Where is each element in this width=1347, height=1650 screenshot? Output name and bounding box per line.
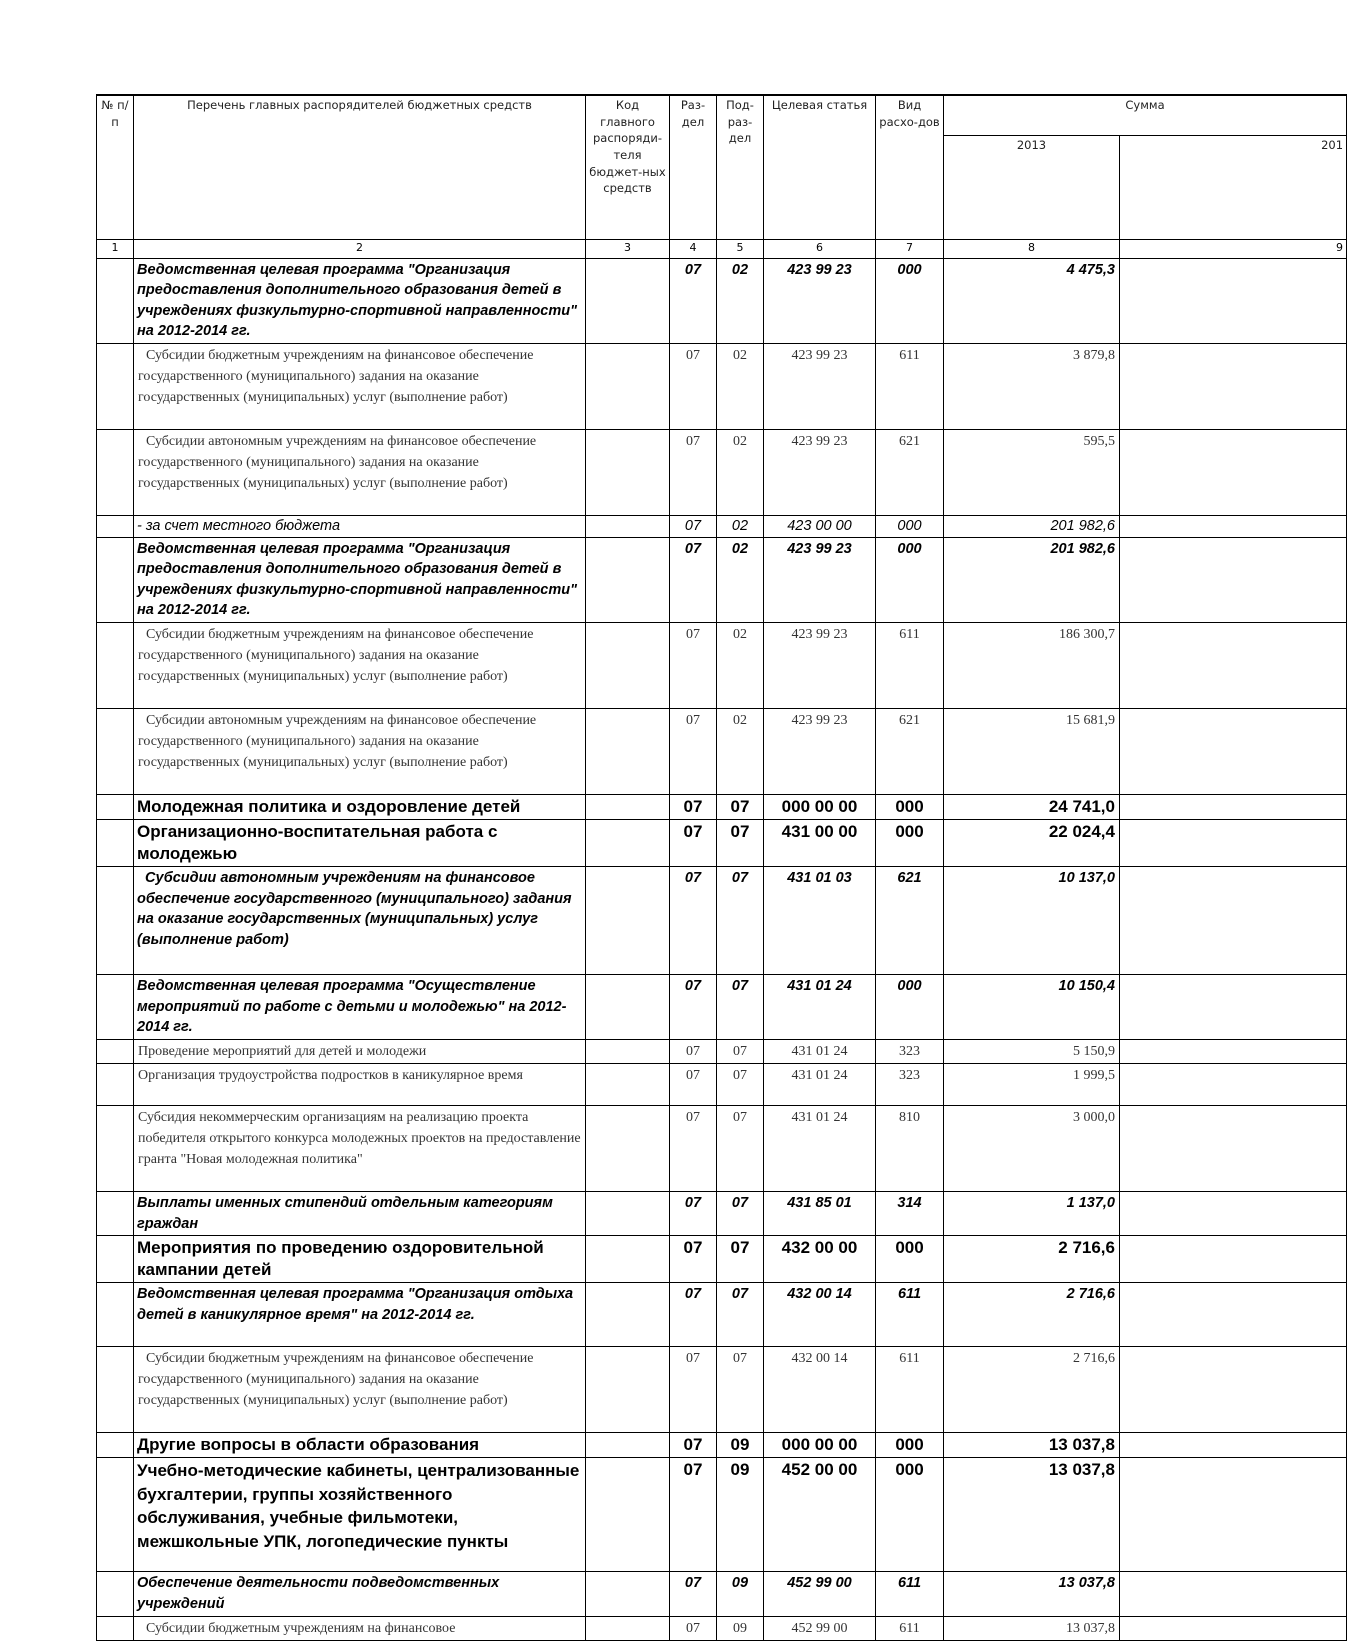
row-podrazdel: 07 xyxy=(717,1191,764,1235)
row-podrazdel: 02 xyxy=(717,622,764,708)
row-name: Учебно-методические кабинеты, централизованные бухгалтерии, группы хозяйственного обслуживания, учебные фильмотеки, межшкольные УПК, логопедические пункты xyxy=(134,1458,586,1572)
row-sum-2014 xyxy=(1120,1458,1347,1572)
col-number-4: 4 xyxy=(670,239,717,258)
row-sum-2013: 2 716,6 xyxy=(944,1236,1120,1283)
row-number-cell xyxy=(97,1616,134,1640)
row-name: Проведение мероприятий для детей и молодежи xyxy=(134,1039,586,1063)
row-razdel: 07 xyxy=(670,867,717,975)
row-number-cell xyxy=(97,1572,134,1616)
row-sum-2014 xyxy=(1120,258,1347,343)
row-podrazdel: 02 xyxy=(717,343,764,429)
row-name: Субсидии бюджетным учреждениям на финансовое обеспечение государственного (муниципального) задания на оказание государственных (муниципальных) услуг (выполнение работ) xyxy=(134,343,586,429)
row-gr-code xyxy=(586,1458,670,1572)
row-podrazdel: 02 xyxy=(717,708,764,794)
row-sum-2013: 1 999,5 xyxy=(944,1063,1120,1105)
row-number-cell xyxy=(97,515,134,537)
row-number-cell xyxy=(97,343,134,429)
row-razdel: 07 xyxy=(670,537,717,622)
row-name: Ведомственная целевая программа "Организация предоставления дополнительного образования детей в учреждениях физкультурно-спортивной направленности" на 2012-2014 гг. xyxy=(134,258,586,343)
row-target: 423 99 23 xyxy=(764,708,876,794)
row-gr-code xyxy=(586,429,670,515)
row-sum-2013: 4 475,3 xyxy=(944,258,1120,343)
row-name: Субсидии бюджетным учреждениям на финансовое xyxy=(134,1616,586,1640)
row-sum-2013: 13 037,8 xyxy=(944,1458,1120,1572)
row-gr-code xyxy=(586,975,670,1040)
row-gr-code xyxy=(586,515,670,537)
row-sum-2014 xyxy=(1120,1433,1347,1458)
row-sum-2014 xyxy=(1120,1039,1347,1063)
row-name: Выплаты именных стипендий отдельным категориям граждан xyxy=(134,1191,586,1235)
row-name: Другие вопросы в области образования xyxy=(134,1433,586,1458)
row-vid: 611 xyxy=(876,1347,944,1433)
row-target: 432 00 14 xyxy=(764,1347,876,1433)
row-gr-code xyxy=(586,343,670,429)
row-podrazdel: 07 xyxy=(717,1105,764,1191)
row-podrazdel: 09 xyxy=(717,1572,764,1616)
header-podrazdel: Под-раз-дел xyxy=(717,95,764,239)
row-razdel: 07 xyxy=(670,1105,717,1191)
header-number: № п/п xyxy=(97,95,134,239)
row-number-cell xyxy=(97,708,134,794)
row-target: 000 00 00 xyxy=(764,1433,876,1458)
row-gr-code xyxy=(586,258,670,343)
row-razdel: 07 xyxy=(670,1433,717,1458)
row-sum-2014 xyxy=(1120,1063,1347,1105)
col-number-7: 7 xyxy=(876,239,944,258)
header-vid: Вид расхо-дов xyxy=(876,95,944,239)
col-number-5: 5 xyxy=(717,239,764,258)
row-razdel: 07 xyxy=(670,820,717,867)
row-gr-code xyxy=(586,820,670,867)
row-name: Молодежная политика и оздоровление детей xyxy=(134,794,586,819)
row-razdel: 07 xyxy=(670,1236,717,1283)
row-sum-2013: 13 037,8 xyxy=(944,1616,1120,1640)
col-number-9: 9 xyxy=(1120,239,1347,258)
row-number-cell xyxy=(97,794,134,819)
col-number-6: 6 xyxy=(764,239,876,258)
row-number-cell xyxy=(97,1039,134,1063)
row-sum-2014 xyxy=(1120,343,1347,429)
row-target: 423 99 23 xyxy=(764,343,876,429)
row-sum-2013: 2 716,6 xyxy=(944,1347,1120,1433)
row-gr-code xyxy=(586,1572,670,1616)
row-name: Субсидии автономным учреждениям на финансовое обеспечение государственного (муниципального) задания на оказание государственных (муниципальных) услуг (выполнение работ) xyxy=(134,429,586,515)
row-number-cell xyxy=(97,1105,134,1191)
row-vid: 000 xyxy=(876,794,944,819)
row-razdel: 07 xyxy=(670,1039,717,1063)
row-gr-code xyxy=(586,867,670,975)
row-gr-code xyxy=(586,1347,670,1433)
row-gr-code xyxy=(586,1039,670,1063)
row-sum-2013: 24 741,0 xyxy=(944,794,1120,819)
row-razdel: 07 xyxy=(670,258,717,343)
row-number-cell xyxy=(97,1433,134,1458)
row-podrazdel: 02 xyxy=(717,258,764,343)
row-target: 431 85 01 xyxy=(764,1191,876,1235)
row-sum-2013: 10 137,0 xyxy=(944,867,1120,975)
row-target: 432 00 00 xyxy=(764,1236,876,1283)
row-razdel: 07 xyxy=(670,1572,717,1616)
row-razdel: 07 xyxy=(670,975,717,1040)
row-vid: 611 xyxy=(876,1283,944,1347)
row-razdel: 07 xyxy=(670,1347,717,1433)
row-number-cell xyxy=(97,1063,134,1105)
header-target: Целевая статья xyxy=(764,95,876,239)
row-podrazdel: 07 xyxy=(717,820,764,867)
row-target: 431 01 24 xyxy=(764,1105,876,1191)
row-sum-2014 xyxy=(1120,537,1347,622)
row-target: 423 00 00 xyxy=(764,515,876,537)
row-sum-2013: 2 716,6 xyxy=(944,1283,1120,1347)
row-target: 452 99 00 xyxy=(764,1616,876,1640)
row-razdel: 07 xyxy=(670,622,717,708)
row-podrazdel: 07 xyxy=(717,867,764,975)
row-gr-code xyxy=(586,1616,670,1640)
row-vid: 000 xyxy=(876,1458,944,1572)
row-name: Ведомственная целевая программа "Организация предоставления дополнительного образования детей в учреждениях физкультурно-спортивной направленности" на 2012-2014 гг. xyxy=(134,537,586,622)
row-sum-2013: 201 982,6 xyxy=(944,515,1120,537)
row-gr-code xyxy=(586,1236,670,1283)
col-number-8: 8 xyxy=(944,239,1120,258)
row-podrazdel: 07 xyxy=(717,975,764,1040)
row-vid: 314 xyxy=(876,1191,944,1235)
row-sum-2014 xyxy=(1120,1347,1347,1433)
row-sum-2013: 3 000,0 xyxy=(944,1105,1120,1191)
col-number-3: 3 xyxy=(586,239,670,258)
row-name: Субсидии бюджетным учреждениям на финансовое обеспечение государственного (муниципального) задания на оказание государственных (муниципальных) услуг (выполнение работ) xyxy=(134,1347,586,1433)
row-sum-2014 xyxy=(1120,820,1347,867)
row-target: 432 00 14 xyxy=(764,1283,876,1347)
row-sum-2013: 1 137,0 xyxy=(944,1191,1120,1235)
row-number-cell xyxy=(97,867,134,975)
row-name: Субсидии автономным учреждениям на финансовое обеспечение государственного (муниципального) задания на оказание государственных (муниципальных) услуг (выполнение работ) xyxy=(134,708,586,794)
row-sum-2014 xyxy=(1120,1236,1347,1283)
row-podrazdel: 07 xyxy=(717,1063,764,1105)
row-vid: 000 xyxy=(876,820,944,867)
row-sum-2013: 13 037,8 xyxy=(944,1572,1120,1616)
row-vid: 000 xyxy=(876,258,944,343)
row-vid: 323 xyxy=(876,1063,944,1105)
row-number-cell xyxy=(97,622,134,708)
row-sum-2014 xyxy=(1120,622,1347,708)
header-name: Перечень главных распорядителей бюджетных средств xyxy=(134,95,586,239)
row-number-cell xyxy=(97,429,134,515)
row-vid: 621 xyxy=(876,708,944,794)
row-podrazdel: 07 xyxy=(717,794,764,819)
row-name: Мероприятия по проведению оздоровительной кампании детей xyxy=(134,1236,586,1283)
row-number-cell xyxy=(97,975,134,1040)
row-number-cell xyxy=(97,1191,134,1235)
row-podrazdel: 09 xyxy=(717,1433,764,1458)
row-gr-code xyxy=(586,1283,670,1347)
row-target: 423 99 23 xyxy=(764,537,876,622)
row-vid: 611 xyxy=(876,1572,944,1616)
row-target: 431 01 03 xyxy=(764,867,876,975)
row-sum-2014 xyxy=(1120,429,1347,515)
row-number-cell xyxy=(97,258,134,343)
row-sum-2013: 595,5 xyxy=(944,429,1120,515)
row-number-cell xyxy=(97,1347,134,1433)
row-target: 423 99 23 xyxy=(764,622,876,708)
row-razdel: 07 xyxy=(670,1458,717,1572)
row-name: Ведомственная целевая программа "Организация отдыха детей в каникулярное время" на 2012-2014 гг. xyxy=(134,1283,586,1347)
row-razdel: 07 xyxy=(670,1283,717,1347)
row-vid: 621 xyxy=(876,867,944,975)
row-razdel: 07 xyxy=(670,515,717,537)
row-number-cell xyxy=(97,820,134,867)
row-name: - за счет местного бюджета xyxy=(134,515,586,537)
row-vid: 000 xyxy=(876,537,944,622)
row-razdel: 07 xyxy=(670,1063,717,1105)
row-podrazdel: 09 xyxy=(717,1616,764,1640)
header-year-1: 2013 xyxy=(944,135,1120,239)
row-sum-2014 xyxy=(1120,1105,1347,1191)
row-gr-code xyxy=(586,1191,670,1235)
row-vid: 000 xyxy=(876,975,944,1040)
row-name: Ведомственная целевая программа "Осуществление мероприятий по работе с детьми и молодежью" на 2012-2014 гг. xyxy=(134,975,586,1040)
row-gr-code xyxy=(586,794,670,819)
row-target: 431 01 24 xyxy=(764,1063,876,1105)
header-code: Код главного распоряди-теля бюджет-ных средств xyxy=(586,95,670,239)
header-razdel: Раз-дел xyxy=(670,95,717,239)
row-razdel: 07 xyxy=(670,1616,717,1640)
row-target: 431 01 24 xyxy=(764,975,876,1040)
row-sum-2013: 13 037,8 xyxy=(944,1433,1120,1458)
row-target: 431 01 24 xyxy=(764,1039,876,1063)
row-sum-2013: 186 300,7 xyxy=(944,622,1120,708)
budget-table xyxy=(96,94,1347,1641)
row-target: 423 99 23 xyxy=(764,258,876,343)
row-vid: 000 xyxy=(876,1236,944,1283)
col-number-1: 1 xyxy=(97,239,134,258)
row-vid: 323 xyxy=(876,1039,944,1063)
row-name: Субсидии автономным учреждениям на финансовое обеспечение государственного (муниципального) задания на оказание государственных (муниципальных) услуг (выполнение работ) xyxy=(134,867,586,975)
row-name: Организационно-воспитательная работа с молодежью xyxy=(134,820,586,867)
row-vid: 000 xyxy=(876,515,944,537)
row-sum-2013: 5 150,9 xyxy=(944,1039,1120,1063)
row-sum-2014 xyxy=(1120,1572,1347,1616)
row-vid: 611 xyxy=(876,622,944,708)
row-number-cell xyxy=(97,1458,134,1572)
row-podrazdel: 02 xyxy=(717,429,764,515)
row-vid: 000 xyxy=(876,1433,944,1458)
row-razdel: 07 xyxy=(670,1191,717,1235)
row-gr-code xyxy=(586,1433,670,1458)
row-target: 452 99 00 xyxy=(764,1572,876,1616)
row-sum-2013: 10 150,4 xyxy=(944,975,1120,1040)
header-sum: Сумма xyxy=(944,95,1347,135)
row-gr-code xyxy=(586,708,670,794)
row-number-cell xyxy=(97,1236,134,1283)
row-podrazdel: 07 xyxy=(717,1283,764,1347)
row-number-cell xyxy=(97,1283,134,1347)
row-podrazdel: 07 xyxy=(717,1039,764,1063)
row-sum-2014 xyxy=(1120,794,1347,819)
row-podrazdel: 09 xyxy=(717,1458,764,1572)
row-sum-2014 xyxy=(1120,1283,1347,1347)
row-gr-code xyxy=(586,622,670,708)
col-number-2: 2 xyxy=(134,239,586,258)
row-sum-2014 xyxy=(1120,975,1347,1040)
row-sum-2014 xyxy=(1120,1191,1347,1235)
row-razdel: 07 xyxy=(670,343,717,429)
header-year-2: 201 xyxy=(1120,135,1347,239)
row-razdel: 07 xyxy=(670,429,717,515)
row-sum-2013: 15 681,9 xyxy=(944,708,1120,794)
row-gr-code xyxy=(586,1105,670,1191)
row-podrazdel: 02 xyxy=(717,537,764,622)
row-vid: 621 xyxy=(876,429,944,515)
row-sum-2014 xyxy=(1120,867,1347,975)
row-razdel: 07 xyxy=(670,708,717,794)
row-gr-code xyxy=(586,1063,670,1105)
row-vid: 611 xyxy=(876,343,944,429)
row-sum-2013: 201 982,6 xyxy=(944,537,1120,622)
row-name: Субсидия некоммерческим организациям на реализацию проекта победителя открытого конкурса молодежных проектов на предоставление гранта "Новая молодежная политика" xyxy=(134,1105,586,1191)
row-razdel: 07 xyxy=(670,794,717,819)
row-target: 431 00 00 xyxy=(764,820,876,867)
row-podrazdel: 07 xyxy=(717,1236,764,1283)
row-vid: 611 xyxy=(876,1616,944,1640)
row-sum-2013: 3 879,8 xyxy=(944,343,1120,429)
row-podrazdel: 02 xyxy=(717,515,764,537)
row-number-cell xyxy=(97,537,134,622)
row-sum-2014 xyxy=(1120,708,1347,794)
row-name: Организация трудоустройства подростков в каникулярное время xyxy=(134,1063,586,1105)
row-gr-code xyxy=(586,537,670,622)
row-target: 423 99 23 xyxy=(764,429,876,515)
row-name: Субсидии бюджетным учреждениям на финансовое обеспечение государственного (муниципального) задания на оказание государственных (муниципальных) услуг (выполнение работ) xyxy=(134,622,586,708)
row-target: 000 00 00 xyxy=(764,794,876,819)
row-name: Обеспечение деятельности подведомственных учреждений xyxy=(134,1572,586,1616)
row-sum-2014 xyxy=(1120,515,1347,537)
row-sum-2014 xyxy=(1120,1616,1347,1640)
row-sum-2013: 22 024,4 xyxy=(944,820,1120,867)
row-vid: 810 xyxy=(876,1105,944,1191)
row-podrazdel: 07 xyxy=(717,1347,764,1433)
row-target: 452 00 00 xyxy=(764,1458,876,1572)
